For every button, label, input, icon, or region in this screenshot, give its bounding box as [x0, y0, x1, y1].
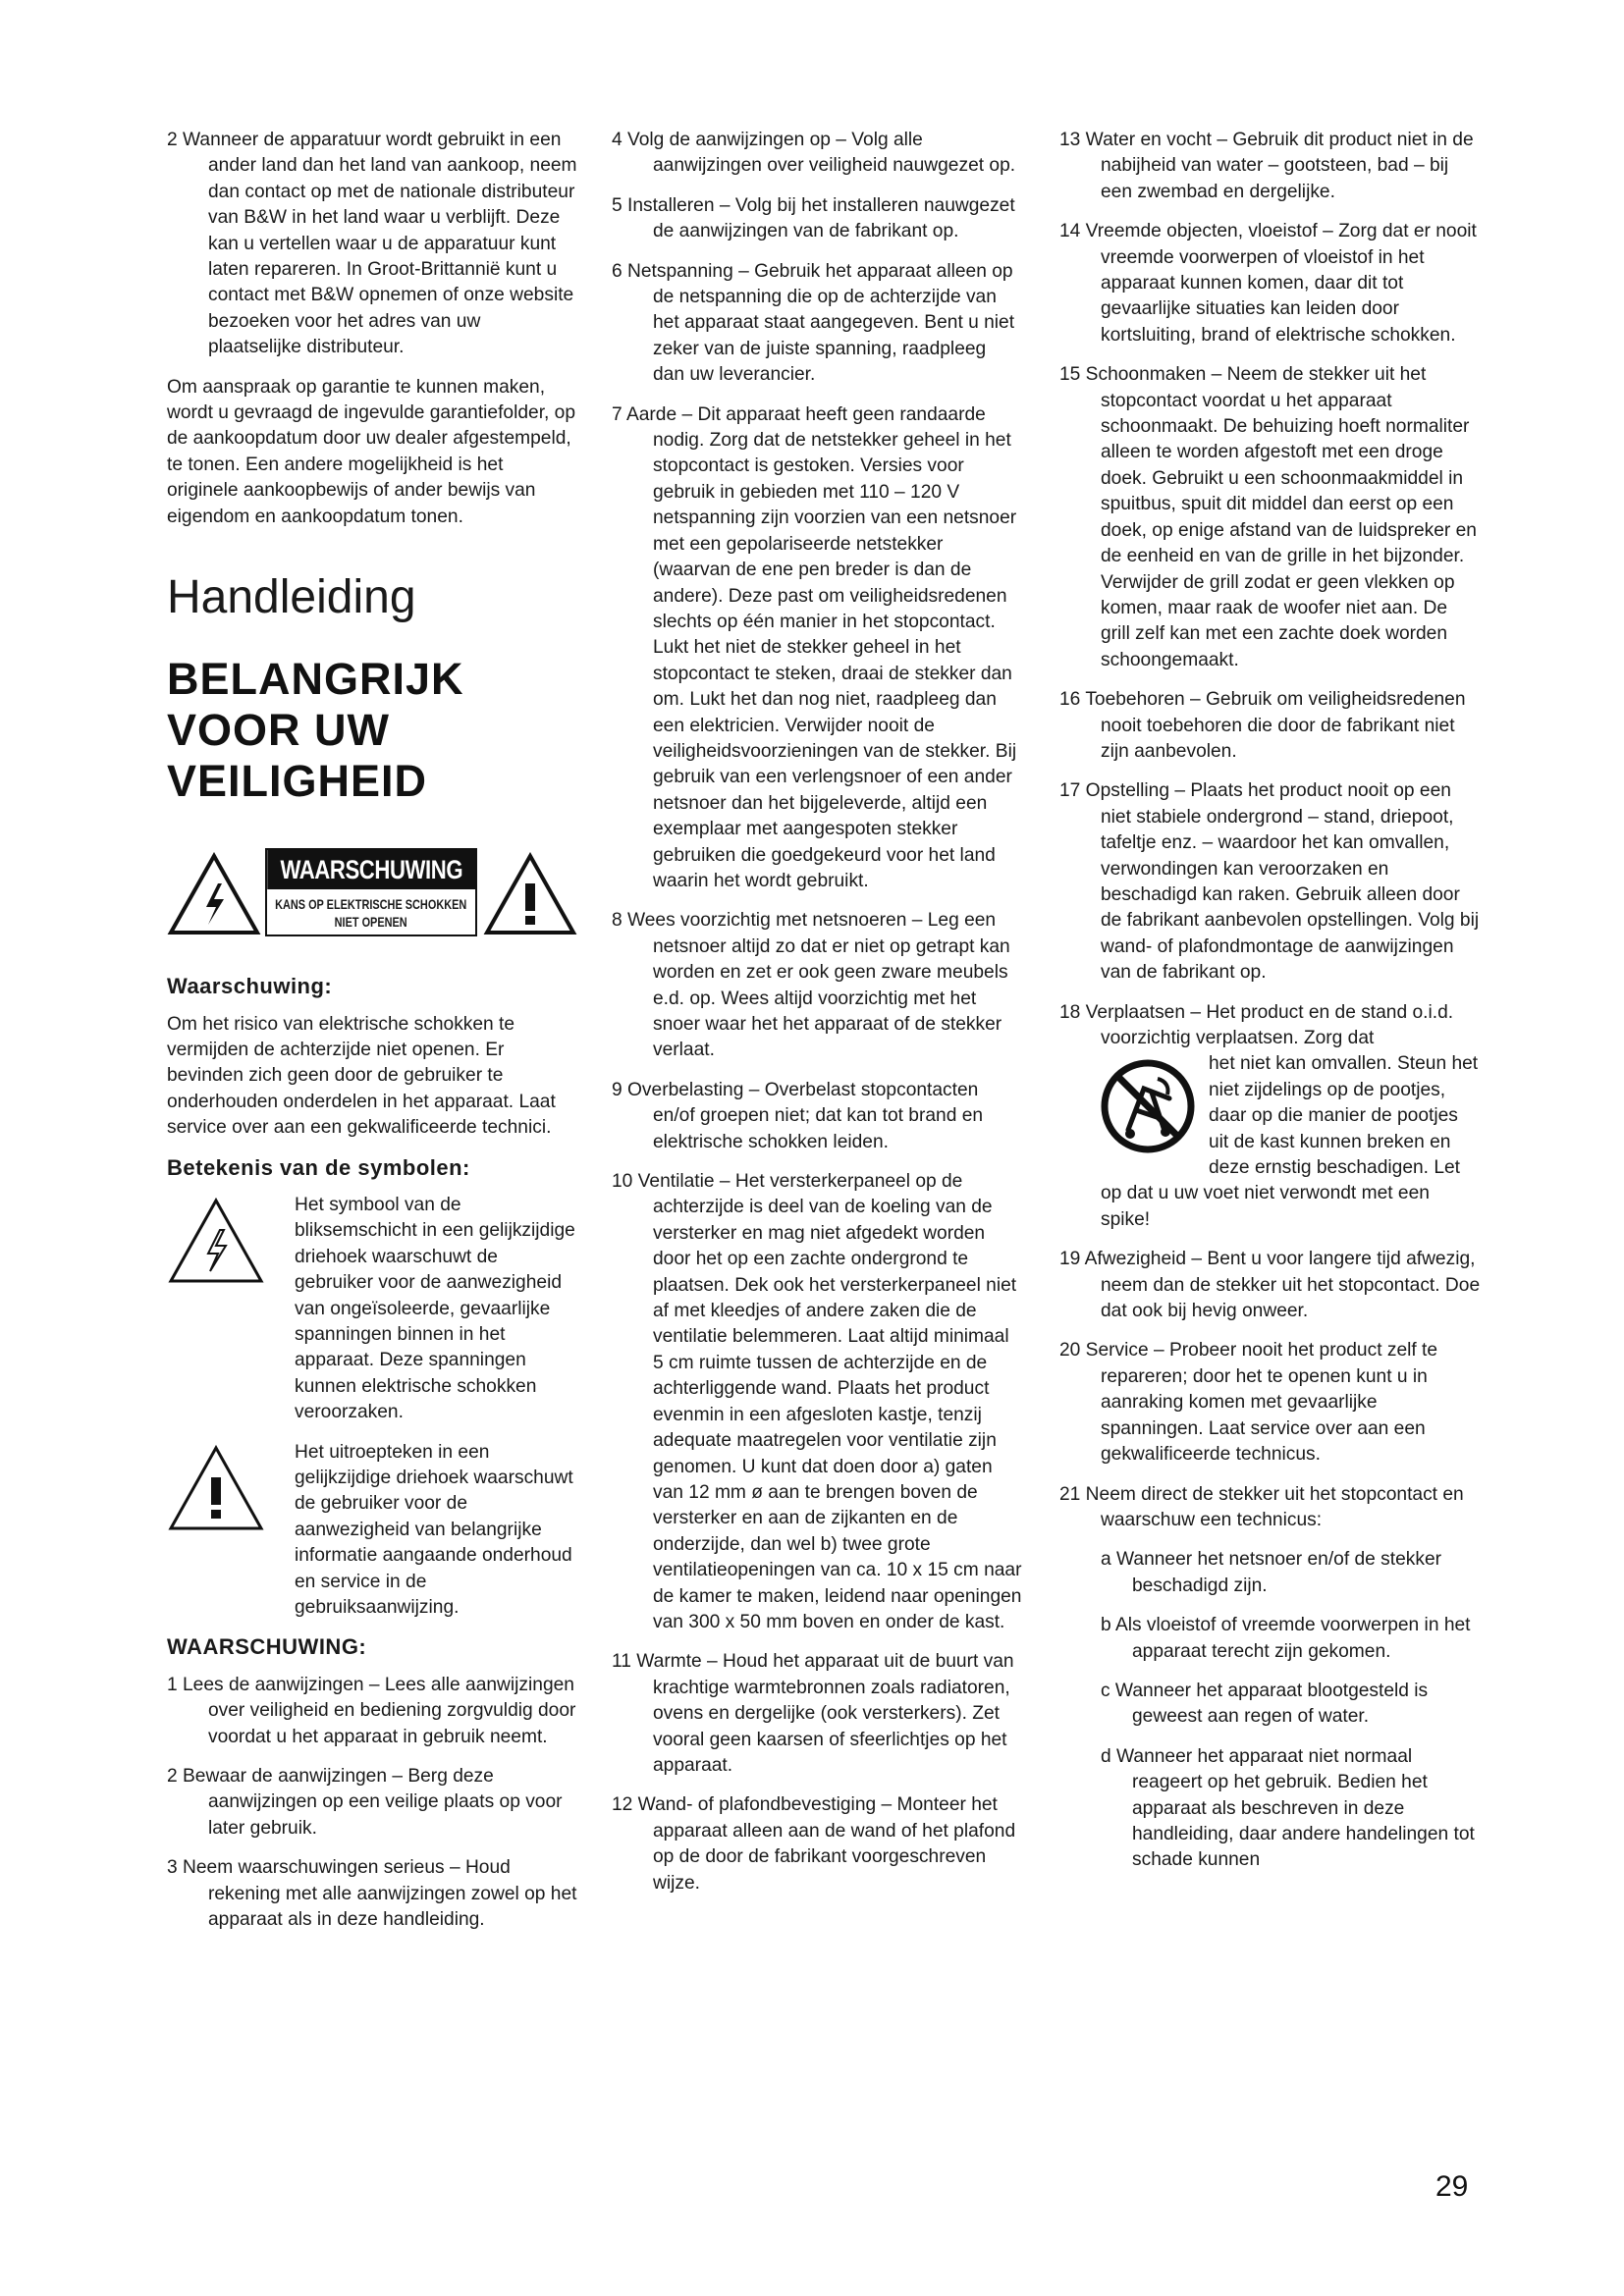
- safety-item-5: 5 Installeren – Volg bij het installeren nauwgezet de aanwijzingen van de fabrikant op.: [612, 194, 1015, 242]
- safety-item-20: 20 Service – Probeer nooit het product zelf te repareren; door het te openen kunt u in aanraking komen met gevaarlijke spanningen. Laat service over aan een gekwalificeerde technicus.: [1059, 1340, 1438, 1466]
- safety-item-15: 15 Schoonmaken – Neem de stekker uit het stopcontact voordat u het apparaat schoonmaakt. De behuizing hoeft normaliter alleen te worden afgestoft met een droge doek. Gebruikt u een schoonmaakmiddel in spuitbus, spuit dit middel dan eerst op een doek, op enige afstand van de luidspreker en de eenheid en van de grille in het bijzonder. Verwijder de grill zodat er geen vlekken op komen, maar raak de woofer niet aan. De grill zelf kan met een zachte doek worden schoongemaakt.: [1059, 364, 1477, 670]
- page-number: 29: [1435, 2170, 1469, 2203]
- safety-item-21d: d Wanneer het apparaat niet normaal reageert op het gebruik. Bedien het apparaat als beschreven in deze handleiding, daar andere handelingen tot schade kunnen: [1101, 1745, 1475, 1871]
- manual-heading: Handleiding: [167, 571, 416, 624]
- safety-item-14: 14 Vreemde objecten, vloeistof – Zorg dat er nooit vreemde voorwerpen of vloeistof in het apparaat kunnen komen, daar dit tot gevaarlijke situaties kan leiden door kortsluiting, brand of elektrische schokken.: [1059, 221, 1477, 346]
- warning-text: Om het risico van elektrische schokken te vermijden de achterzijde niet openen. Er bevinden zich geen door de gebruiker te onderhouden onderdelen in het apparaat. Laat service over aan een gekwalificeerde technici.: [167, 1013, 556, 1139]
- safety-item-17: 17 Opstelling – Plaats het product nooit op een niet stabiele ondergrond – stand, driepoot, tafeltje enz. – waardoor het kan omvallen, verwondingen kan veroorzaken en beschadigd kan raken. Gebruik alleen door de fabrikant aanbevolen opstellingen. Volg bij wand- of plafondmontage de aanwijzingen van de fabrikant op.: [1059, 780, 1480, 984]
- safety-item-21b: b Als vloeistof of vreemde voorwerpen in het apparaat terecht zijn gekomen.: [1101, 1615, 1471, 1662]
- safety-heading: BELANGRIJK VOOR UW VEILIGHEID: [167, 654, 464, 807]
- safety-item-19: 19 Afwezigheid – Bent u voor langere tijd afwezig, neem dan de stekker uit het stopcontact. Doe dat ook bij hevig onweer.: [1059, 1249, 1481, 1322]
- warning-heading: Waarschuwing:: [167, 974, 333, 999]
- safety-item-9: 9 Overbelasting – Overbelast stopcontacten en/of groepen niet; dat kan tot brand en elektrische schokken leiden.: [612, 1079, 984, 1152]
- safety-item-18-first-line: 18 Verplaatsen – Het product en de stand o.i.d. voorzichtig verplaatsen. Zorg dat: [1059, 1001, 1454, 1048]
- symbols-heading: Betekenis van de symbolen:: [167, 1154, 470, 1180]
- safety-item-13: 13 Water en vocht – Gebruik dit product niet in de nabijheid van water – gootsteen, bad – bij een zwembad en dergelijke.: [1059, 130, 1474, 202]
- safety-item-3: 3 Neem waarschuwingen serieus – Houd rekening met alle aanwijzingen zowel op het apparaat als in deze handleiding.: [167, 1857, 577, 1931]
- warning-label-box: [265, 848, 477, 936]
- safety-item-18-rest: het niet kan omvallen. Steun het niet zijdelings op de pootjes, daar op die manier de pootjes uit de kast kunnen breken en deze ernstig beschadigen. Let op dat u uw voet niet verwondt met een spike!: [1101, 1053, 1479, 1230]
- warning-label-title: WAARSCHUWING: [267, 850, 475, 889]
- safety-item-21c: c Wanneer het apparaat blootgesteld is geweest aan regen of water.: [1101, 1680, 1429, 1728]
- warning-label-line-2: NIET OPENEN: [334, 914, 408, 931]
- safety-item-18: [1059, 1000, 1482, 1234]
- safety-item-12: 12 Wand- of plafondbevestiging – Monteer het apparaat alleen aan de wand of het plafond op de door de fabrikant voorgeschreven wijze.: [612, 1794, 1016, 1894]
- safety-item-2: 2 Bewaar de aanwijzingen – Berg deze aanwijzingen op een veilige plaats op voor later gebruik.: [167, 1766, 563, 1839]
- tipping-cart-warning-icon: [1101, 1059, 1195, 1153]
- safety-item-4: 4 Volg de aanwijzingen op – Volg alle aanwijzingen over veiligheid nauwgezet op.: [612, 130, 1016, 177]
- safety-item-21a: a Wanneer het netsnoer en/of de stekker beschadigd zijn.: [1101, 1549, 1442, 1596]
- safety-item-11: 11 Warmte – Houd het apparaat uit de buurt van krachtige warmtebronnen zoals radiatoren, ovens en dergelijke (ook versterkers). Zet vooral geen kaarsen of sfeerlichtjes op het apparaat.: [612, 1651, 1014, 1776]
- warning-label-line-1: KANS OP ELEKTRISCHE SCHOKKEN: [275, 896, 467, 913]
- safety-item-8: 8 Wees voorzichtig met netsnoeren – Leg een netsnoer altijd zo dat er niet op getrapt kan worden en zet er ook geen zware meubels e.d. op. Wees altijd voorzichtig met het snoer waar het het apparaat of de stekker verlaat.: [612, 910, 1010, 1061]
- safety-item-16: 16 Toebehoren – Gebruik om veiligheidsredenen nooit toebehoren die door de fabrikant niet zijn aanbevolen.: [1059, 689, 1466, 762]
- lightning-triangle-icon: [167, 1197, 265, 1285]
- safety-item-6: 6 Netspanning – Gebruik het apparaat alleen op de netspanning die op de achterzijde van het apparaat staat aangegeven. Bent u niet zeker van de juiste spanning, raadpleeg dan uw leverancier.: [612, 260, 1015, 386]
- column-right: [1059, 128, 1482, 1888]
- safety-item-10: 10 Ventilatie – Het versterkerpaneel op de achterzijde is deel van de koeling van de versterker en mag niet afgedekt worden door het op een zachte ondergrond te plaatsen. Dek ook het versterkerpaneel niet af met kleedjes of andere zaken die de ventilatie belemmeren. Laat altijd minimaal 5 cm ruimte tussen de achterzijde en de achterliggende wand. Plaats het product evenmin in een afgesloten kastje, tenzij adequate maatregelen voor ventilatie zijn genomen. U kunt dat doen door a) gaten van 12 mm ø aan te brengen boven de versterker en aan de zijkanten en de onderzijde, dan wel b) twee grote ventilatieopeningen van ca. 10 x 15 cm naar de kamer te maken, leidend naar openingen van 300 x 50 mm boven en onder de kast.: [612, 1171, 1022, 1632]
- exclamation-triangle-icon: [483, 852, 577, 936]
- symbol-lightning-text: Het symbool van de bliksemschicht in een gelijkzijdige driehoek waarschuwt de gebruiker voor de aanwezigheid van ongeïsoleerde, gevaarlijke spanningen binnen in het apparaat. Deze spanningen kunnen elektrische schokken veroorzaken.: [295, 1194, 575, 1423]
- symbol-exclamation-text: Het uitroepteken in een gelijkzijdige driehoek waarschuwt de gebruiker voor de aanwezigheid van belangrijke informatie aangaande onderhoud en service in de gebruiksaanwijzing.: [295, 1441, 573, 1619]
- guarantee-paragraph: Om aanspraak op garantie te kunnen maken, wordt u gevraagd de ingevulde garantiefolder, op de aankoopdatum door uw dealer afgestempeld, te tonen. Een andere mogelijkheid is het originele aankoopbewijs of ander bewijs van eigendom en aankoopdatum tonen.: [167, 376, 576, 527]
- warning-label-subtitle: [267, 889, 475, 931]
- safety-item-7: 7 Aarde – Dit apparaat heeft geen randaarde nodig. Zorg dat de netstekker geheel in het stopcontact is gestoken. Versies voor gebruik in gebieden met 110 – 120 V netspanning zijn voorzien van een netsnoer met een gepolariseerde netstekker (waarvan de ene pen breder is dan de andere). Deze past om veiligheidsredenen slechts op één manier in het stopcontact. Lukt het niet de stekker geheel in het stopcontact te steken, draai de stekker dan om. Lukt het dan nog niet, raadpleeg dan een elektricien. Verwijder nooit de veiligheidsvoorzieningen van de stekker. Bij gebruik van een verlengsnoer of een ander netsnoer dan het bijgeleverde, altijd een exemplaar met aangespoten stekker gebruiken die goedgekeurd voor het land waarin het wordt gebruikt.: [612, 403, 1017, 891]
- column-middle: [612, 128, 1022, 1910]
- symbol-lightning-row: [167, 1193, 577, 1426]
- warning-list-heading: WAARSCHUWING:: [167, 1634, 367, 1660]
- safety-item-1: 1 Lees de aanwijzingen – Lees alle aanwijzingen over veiligheid en bediening zorgvuldig door voordat u het apparaat in gebruik neemt.: [167, 1674, 576, 1747]
- exclamation-triangle-icon: [167, 1444, 265, 1532]
- warning-label-graphic: [167, 848, 577, 966]
- lightning-triangle-icon: [167, 852, 261, 936]
- item-2-distributor: 2 Wanneer de apparatuur wordt gebruikt in een ander land dan het land van aankoop, neem dan contact op met de nationale distributeur van B&W in het land waar u verblijft. Deze kan u vertellen waar u de apparatuur kunt laten repareren. In Groot-Brittannië kunt u contact met B&W opnemen of onze website bezoeken voor het adres van uw plaatselijke distributeur.: [167, 130, 577, 358]
- symbol-exclamation-row: [167, 1440, 577, 1622]
- safety-item-21: 21 Neem direct de stekker uit het stopcontact en waarschuw een technicus:: [1059, 1483, 1464, 1530]
- column-left: [167, 128, 577, 1948]
